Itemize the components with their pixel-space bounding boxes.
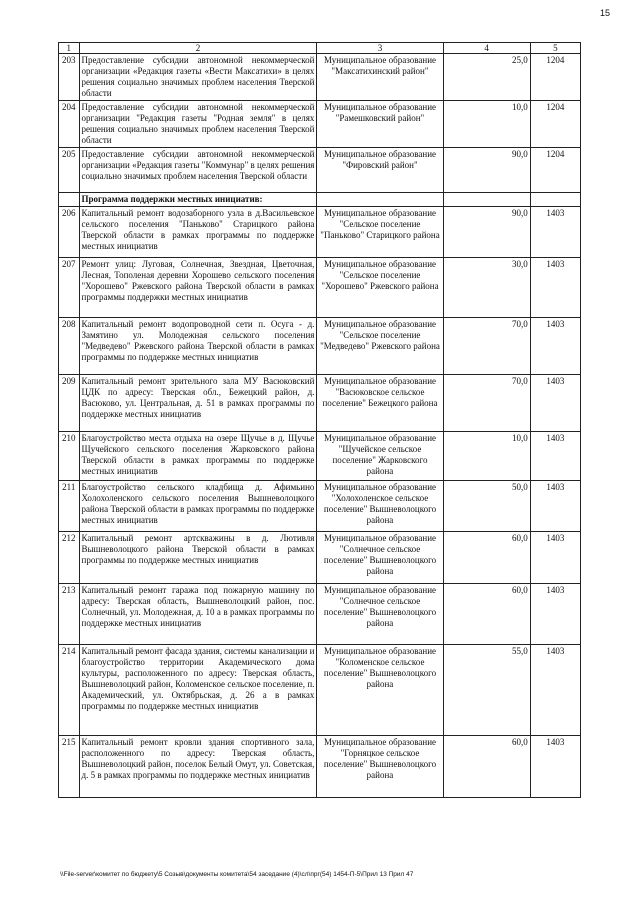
row-amount: 60,0 [443,532,530,584]
row-description: Благоустройство места отдыха на озере Щучье в д. Щучье Щучейского сельского поселения Жарковского района Тверской области в рамках программы по поддержке местных инициатив [79,432,317,481]
column-header-row [59,43,581,54]
row-description: Предоставление субсидии автономной некоммерческой организации «Редакция газеты «Вести Максатихи» в целях решения социально значимых проблем населения Тверской области [79,54,317,101]
row-number: 205 [59,148,80,193]
table-row [59,101,581,148]
row-number: 214 [59,645,80,736]
row-description: Капитальный ремонт зрительного зала МУ Васюковский ЦДК по адресу: Тверская обл., Бежецкий район, д. Васюково, ул. Центральная, д. 51 в рамках программы по поддержке местных инициатив [79,375,317,432]
table-row [59,318,581,375]
row-amount: 30,0 [443,258,530,318]
row-recipient: Муниципальное образование "Коломенское сельское поселение" Вышневолоцкого района [317,645,443,736]
column-header: 2 [79,43,317,54]
appropriations-table [58,42,581,798]
row-amount: 60,0 [443,584,530,645]
row-number: 213 [59,584,80,645]
column-header: 3 [317,43,443,54]
table-row [59,54,581,101]
row-description: Программа поддержки местных инициатив: [79,193,317,207]
table-row [59,148,581,193]
table-row [59,258,581,318]
row-code: 1403 [530,207,580,258]
row-code: 1204 [530,101,580,148]
row-recipient: Муниципальное образование "Щучейское сельское поселение" Жарковского района [317,432,443,481]
row-number [59,193,80,207]
row-code [530,193,580,207]
row-amount: 90,0 [443,148,530,193]
table-row [59,481,581,532]
table-row [59,432,581,481]
page-number: 15 [600,8,611,18]
table-row [59,532,581,584]
row-amount: 10,0 [443,101,530,148]
column-header: 5 [530,43,580,54]
row-amount: 70,0 [443,375,530,432]
row-code: 1403 [530,645,580,736]
row-recipient: Муниципальное образование "Фировский район" [317,148,443,193]
file-path-footer: \\File-server\комитет по бюджету\5 Созыв\документы комитета\54 заседание (4)\сл\прг(54) 1454-П-5\Прил 13 Прил 47 [60,871,414,878]
row-number: 209 [59,375,80,432]
row-amount: 90,0 [443,207,530,258]
row-description: Капитальный ремонт фасада здания, системы канализации и благоустройство территории Академического дома культуры, расположенного по адресу: Тверская область, Вышневолоцкий район, Коломенское сельское поселение, п. Академический, ул. Октябрьская, д. 26 а в рамках программы по поддержке местных инициатив [79,645,317,736]
row-code: 1403 [530,584,580,645]
row-description: Капитальный ремонт кровли здания спортивного зала, расположенного по адресу: Тверская область, Вышневолоцкий район, поселок Белый Омут, ул. Советская, д. 5 в рамках программы по поддержке местных инициатив [79,736,317,798]
row-description: Капитальный ремонт водозаборного узла в д.Васильевское сельского поселения "Паньково" Старицкого района Тверской области в рамках программы по поддержке местных инициатив [79,207,317,258]
row-description: Капитальный ремонт гаража под пожарную машину по адресу: Тверская область, Вышневолоцкий район, пос. Солнечный, ул. Молодежная, д. 10 а в рамках программы по поддержке местных инициатив [79,584,317,645]
row-description: Капитальный ремонт водопроводной сети п. Осуга - д. Замятино ул. Молодежная сельского поселения "Медведево" Ржевского района Тверской области в рамках программы по поддержке местных инициатив [79,318,317,375]
row-number: 210 [59,432,80,481]
row-amount [443,193,530,207]
table-row [59,375,581,432]
row-recipient: Муниципальное образование "Горняцкое сельское поселение" Вышневолоцкого района [317,736,443,798]
row-number: 203 [59,54,80,101]
row-description: Предоставление субсидии автономной некоммерческой организации "Редакция газеты "Родная земля" в целях решения социально значимых проблем населения Тверской области [79,101,317,148]
row-description: Капитальный ремонт артскважины в д. Лютивля Вышневолоцкого района Тверской области в рамках программы по поддержке местных инициатив [79,532,317,584]
table-row [59,736,581,798]
row-recipient: Муниципальное образование "Васюковское сельское поселение" Бежецкого района [317,375,443,432]
row-number: 215 [59,736,80,798]
table-row [59,584,581,645]
row-code: 1403 [530,318,580,375]
row-code: 1403 [530,258,580,318]
row-recipient: Муниципальное образование "Холохоленское сельское поселение" Вышневолоцкого района [317,481,443,532]
row-description: Ремонт улиц: Луговая, Солнечная, Звездная, Цветочная, Лесная, Тополеная деревни Хорошево сельского поселения "Хорошево" Ржевского района Тверской области в рамках программы поддержки местных инициатив [79,258,317,318]
row-description: Предоставление субсидии автономной некоммерческой организации «Редакция газеты "Коммунар" в целях решения социально значимых проблем населения Тверской области [79,148,317,193]
row-code: 1403 [530,532,580,584]
column-header: 4 [443,43,530,54]
row-description: Благоустройство сельского кладбища д. Афимьино Холохоленского сельского поселения Вышневолоцкого района Тверской области в рамках программы по поддержке местных инициатив [79,481,317,532]
row-recipient: Муниципальное образование "Солнечное сельское поселение" Вышневолоцкого района [317,584,443,645]
row-recipient: Муниципальное образование "Сельское поселение "Хорошево" Ржевского района [317,258,443,318]
row-number: 208 [59,318,80,375]
row-amount: 10,0 [443,432,530,481]
row-recipient: Муниципальное образование "Сельское поселение "Паньково" Старицкого района [317,207,443,258]
row-number: 212 [59,532,80,584]
row-code: 1403 [530,481,580,532]
row-recipient: Муниципальное образование "Максатихинский район" [317,54,443,101]
row-code: 1403 [530,736,580,798]
row-number: 204 [59,101,80,148]
row-amount: 50,0 [443,481,530,532]
row-number: 211 [59,481,80,532]
row-amount: 25,0 [443,54,530,101]
row-recipient: Муниципальное образование "Сельское поселение "Медведево" Ржевского района [317,318,443,375]
row-recipient [317,193,443,207]
table-row [59,645,581,736]
row-recipient: Муниципальное образование "Солнечное сельское поселение" Вышневолоцкого района [317,532,443,584]
row-code: 1204 [530,54,580,101]
column-header: 1 [59,43,80,54]
row-number: 206 [59,207,80,258]
row-amount: 55,0 [443,645,530,736]
row-amount: 70,0 [443,318,530,375]
row-code: 1204 [530,148,580,193]
table-row [59,207,581,258]
row-amount: 60,0 [443,736,530,798]
program-heading-row [59,193,581,207]
row-code: 1403 [530,432,580,481]
row-number: 207 [59,258,80,318]
row-recipient: Муниципальное образование "Рамешковский район" [317,101,443,148]
row-code: 1403 [530,375,580,432]
